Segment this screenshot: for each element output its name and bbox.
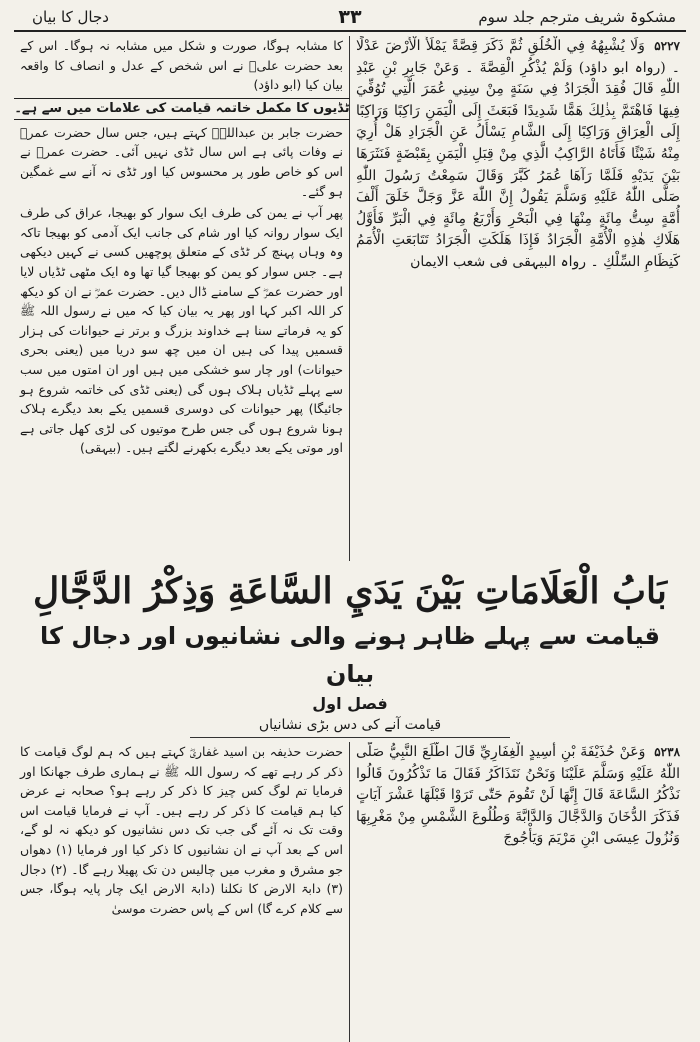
arabic-text-column <box>350 742 686 1042</box>
arabic-hadith-text: وَلَا يُشْبِهُهُ فِي الْخُلُقِ ثُمَّ ذَكَرَ قِصَّةً يَمْلَأُ الْأَرْضَ عَدْلًا ۔ (رواہ ابو داؤد) وَلَمْ يُذْكُرِ الْقِصَّةَ ۔ وَعَنْ جَابِرِ بْنِ عَبْدِ اللّٰهِ قَالَ فُقِدَ الْجَرَادُ فِي سَنَةٍ مِنْ سِنِي عُمَرَ الَّتِي تُوُفِّيَ فِيهَا فَاهْتَمَّ بِذٰلِكَ هَمًّا شَدِيدًا فَبَعَثَ إِلَى الْيَمَنِ رَاكِبًا وَرَاكِبًا إِلَى الْعِرَاقِ وَرَاكِبًا إِلَى الشَّامِ يَسْأَلُ عَنِ الْجَرَادِ هَلْ أُرِيَ مِنْهُ شَيْئًا فَأَتَاهُ الرَّاكِبُ الَّذِي مِنْ قِبَلِ الْيَمَنِ بِقَبْضَةٍ فَنَثَرَهَا بَيْنَ يَدَيْهِ فَلَمَّا رَآهَا عُمَرُ كَبَّرَ وَقَالَ سَمِعْتُ رَسُولَ اللّٰهِ صَلَّى اللّٰهُ عَلَيْهِ وَسَلَّمَ يَقُولُ إِنَّ اللّٰهَ عَزَّ وَجَلَّ خَلَقَ أَلْفَ أُمَّةٍ سِتُّ مِائَةٍ مِنْهَا فِي الْبَحْرِ وَأَرْبَعُ مِائَةٍ فِي الْبَرِّ فَأَوَّلُ هَلَاكِ هٰذِهِ الْأُمَّةِ الْجَرَادُ فَإِذَا هَلَكَتِ الْجَرَادُ تَتَابَعَتِ الْأُمَمُ كَنِظَامِ السِّلْكِ ۔ رواہ البیہقی فی شعب الایمان <box>356 38 680 270</box>
bottom-columns <box>14 742 686 1042</box>
translation-paragraph: حضرت حذیفہ بن اسید غفاریؓ کہتے ہیں کہ ہم لوگ قیامت کا ذکر کر رہے تھے کہ رسول اللہ ﷺ نے ہماری طرف جھانکا اور فرمایا تم لوگ کس چیز کا ذکر کر رہے ہو؟ صحابہ نے عرض کیا ہم قیامت کا ذکر کر رہے ہیں۔ آپ نے فرمایا قیامت اس وقت تک نہ آئے گی جب تک دس نشانیوں کو دیکھ نہ لو گے، اس کے بعد آپ نے ان نشانیوں کا ذکر کیا اور فرمایا (۱) دھواں جو مشرق و مغرب میں چالیس دن تک پھیلا رہے گا۔ (۲) دجال (۳) دابۃ الارض کا نکلنا (دابۃ الارض ایک چار پایہ ہوگا، جس سے کلام کرے گا) اس کے پاس حضرت موسیٰ <box>20 744 343 916</box>
header-chapter-title: دجال کا بیان <box>32 8 109 26</box>
hadith-number: ۵۲۳۸ <box>654 745 681 759</box>
subtitle-divider <box>190 737 510 738</box>
chapter-title-arabic: بَابُ الْعَلَامَاتِ بَيْنَ يَدَيِ السَّاعَةِ وَذِكْرُ الدَّجَّالِ <box>33 570 667 612</box>
hadith-number: ۵۲۲۷ <box>654 39 680 53</box>
arabic-text-column <box>350 36 686 561</box>
translation-paragraph: پھر آپ نے یمن کی طرف ایک سوار کو بھیجا، عراق کی طرف ایک سوار روانہ کیا اور شام کی جانب ایک آدمی کو بھیجا تاکہ وہ وہاں پہنچ کر ٹڈی کے متعلق پوچھیں کسی نے کہیں دیکھی ہے۔ جس سوار کو یمن کو بھیجا گیا تھا وہ ایک مٹھی ٹڈیاں لایا اور حضرت عمرؓ کے سامنے ڈال دیں۔ حضرت عمرؓ نے ان کو دیکھ کر اللہ اکبر کہا اور پھر یہ بیان کیا کہ میں نے رسول اللہ ﷺ کو یہ فرماتے سنا ہے خداوند بزرگ و برتر نے حیوانات کی ہزار قسمیں پیدا کی ہیں ان میں چھ سو دریا میں (یعنی بحری حیوانات) اور چار سو خشکی میں ہیں اور ان امتوں میں سب سے پہلے ٹڈیاں ہلاک ہوں گی (یعنی ٹڈی کی خاتمہ شروع ہو جائیگا) پھر حیوانات کی دوسری قسمیں یکے بعد دیگرے ہلاک ہونا شروع ہوں گی جس طرح موتیوں کی لڑی کھل جاتی ہے اور موتی یکے بعد دیگرے بکھرنے لگتے ہیں۔ (بیہقی) <box>20 205 343 456</box>
top-columns <box>14 36 686 561</box>
page-number: ۳۳ <box>338 6 362 28</box>
urdu-translation-column <box>14 742 350 1042</box>
chapter-title-urdu: قیامت سے پہلے ظاہر ہونے والی نشانیوں اور دجال کا بیان <box>40 622 660 688</box>
arabic-hadith-text: وَعَنْ حُذَيْفَةَ بْنِ أَسِيدٍ الْغِفَارِيِّ قَالَ اطَّلَعَ النَّبِيُّ صَلَّى اللّٰهُ عَلَيْهِ وَسَلَّمَ عَلَيْنَا وَنَحْنُ نَتَذَاكَرُ فَقَالَ مَا تَذْكُرُونَ قَالُوا نَذْكُرُ السَّاعَةَ قَالَ إِنَّهَا لَنْ تَقُومَ حَتّٰى تَرَوْا قَبْلَهَا عَشْرَ آيَاتٍ فَذَكَرَ الدُّخَانَ وَالدَّجَّالَ وَالدَّابَّةَ وَطُلُوعَ الشَّمْسِ مِنْ مَغْرِبِهَا وَنُزُولَ عِيسَى ابْنِ مَرْيَمَ وَيَأْجُوجَ <box>356 744 680 847</box>
translation-paragraph: کا مشابہ ہوگا، صورت و شکل میں مشابہ نہ ہوگا۔ اس کے بعد حضرت علیؓ نے اس شخص کے عدل و انصاف کا واقعہ بیان کیا (ابو داؤد) <box>20 38 343 93</box>
running-header <box>14 6 686 32</box>
translation-paragraph: حضرت جابر بن عبداللہؓ کہتے ہیں، جس سال حضرت عمرؓ نے وفات پائی ہے اس سال ٹڈی نہیں آئی۔ حضرت عمرؓ نے اس کو خاص طور پر محسوس کیا اور ٹڈی نہ آنے سے غمگین ہو گئے۔ <box>20 124 343 199</box>
section-note-bar: ٹڈیوں کا مکمل خاتمہ قیامت کی علامات میں سے ہے۔ <box>14 98 350 120</box>
header-book-title: مشکوۃ شریف مترجم جلد سوم <box>478 8 676 26</box>
section-heading: فصل اول <box>312 694 388 713</box>
section-subtitle: قیامت آنے کی دس بڑی نشانیاں <box>258 717 442 733</box>
chapter-heading <box>14 565 686 738</box>
